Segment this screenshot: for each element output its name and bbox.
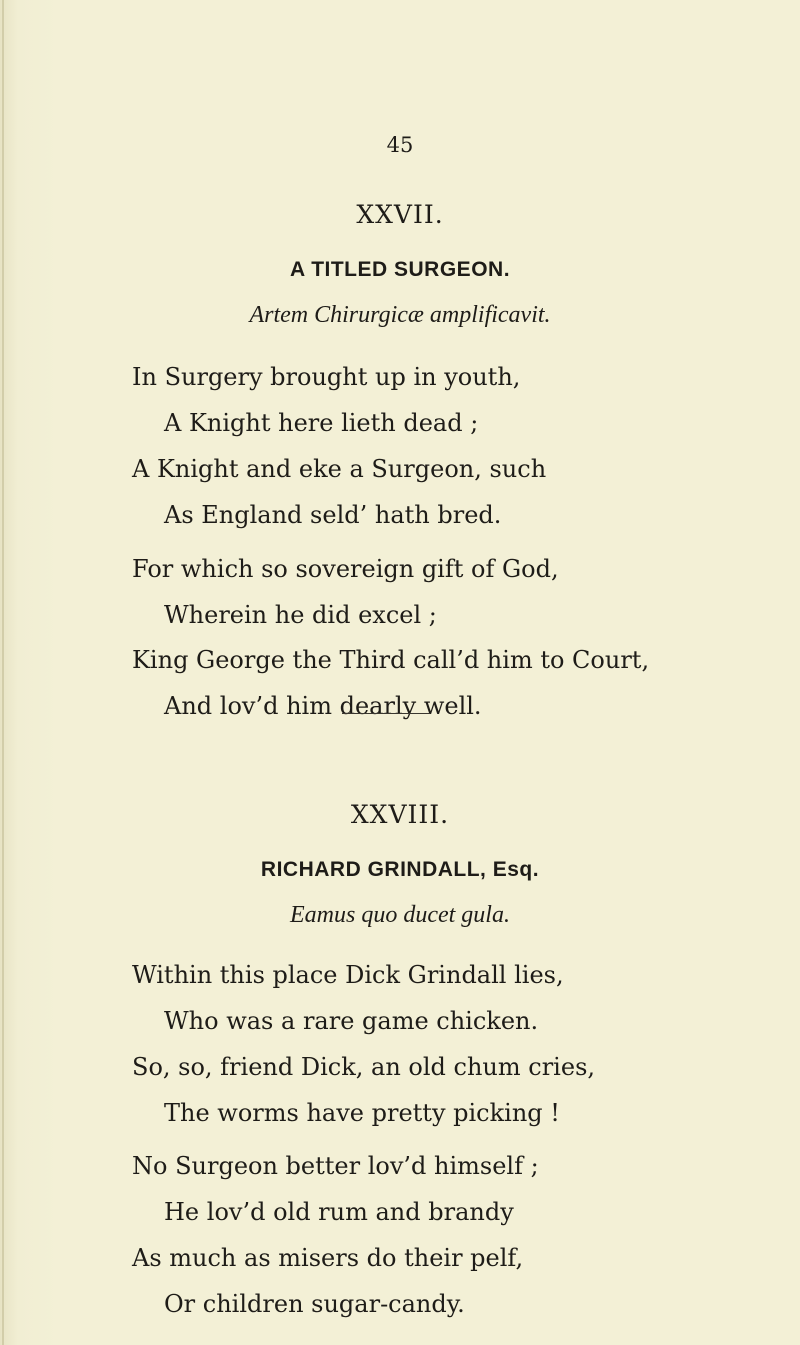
section-divider bbox=[342, 713, 430, 714]
verse-line: Or children sugar-candy. bbox=[164, 1290, 465, 1318]
page-number: 45 bbox=[386, 133, 414, 157]
verse-line: And lov’d him dearly well. bbox=[164, 692, 482, 720]
verse-line: As England seld’ hath bred. bbox=[164, 501, 502, 529]
epitaph-title: A TITLED SURGEON. bbox=[289, 258, 511, 281]
verse-line: Who was a rare game chicken. bbox=[164, 1007, 539, 1035]
epitaph-numeral: XXVII. bbox=[356, 200, 444, 229]
verse-line: He lov’d old rum and brandy bbox=[164, 1198, 514, 1226]
epitaph-title: RICHARD GRINDALL, Esq. bbox=[260, 858, 540, 881]
verse-line: So, so, friend Dick, an old chum cries, bbox=[132, 1053, 596, 1081]
epitaph-numeral: XXVIII. bbox=[350, 800, 450, 829]
epitaph-motto: Eamus quo ducet gula. bbox=[290, 902, 510, 928]
verse-line: A Knight here lieth dead ; bbox=[164, 409, 479, 437]
verse-line: The worms have pretty picking ! bbox=[164, 1099, 560, 1127]
verse-line: Wherein he did excel ; bbox=[164, 601, 437, 629]
verse-line: As much as misers do their pelf, bbox=[132, 1244, 524, 1272]
epitaph-motto: Artem Chirurgicæ amplificavit. bbox=[249, 302, 551, 328]
verse-line: In Surgery brought up in youth, bbox=[132, 363, 521, 391]
verse-line: King George the Third call’d him to Court, bbox=[132, 646, 650, 674]
verse-line: For which so sovereign gift of God, bbox=[132, 555, 559, 583]
verse-line: No Surgeon better lov’d himself ; bbox=[132, 1152, 539, 1180]
verse-line: A Knight and eke a Surgeon, such bbox=[132, 455, 547, 483]
verse-line: Within this place Dick Grindall lies, bbox=[132, 961, 564, 989]
